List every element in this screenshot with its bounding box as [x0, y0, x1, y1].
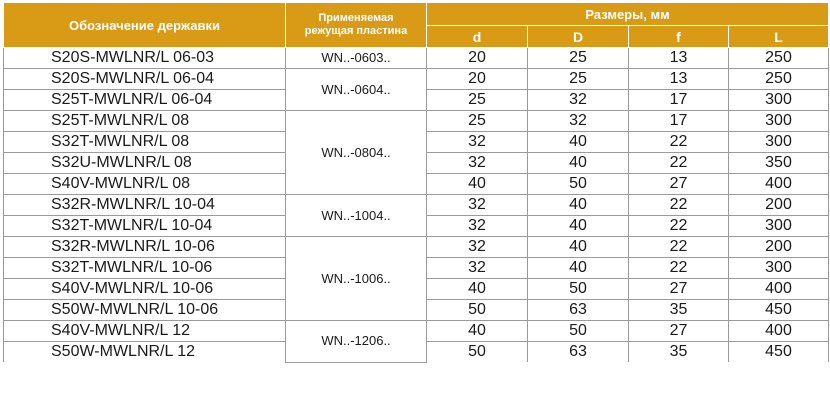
insert-cell: WN..-1206..: [286, 321, 427, 363]
dim-L-value: 300: [729, 111, 829, 132]
dim-L-value: 400: [729, 321, 829, 342]
dim-f-value: 22: [629, 153, 729, 174]
insert-cell: WN..-0604..: [286, 69, 427, 111]
dim-D-value: 50: [528, 321, 629, 342]
dim-f-value: 17: [629, 90, 729, 111]
table-row: [4, 195, 829, 216]
dim-d-value: 40: [427, 174, 528, 195]
dim-D-value: 50: [528, 279, 629, 300]
dim-d-value: 20: [427, 48, 528, 69]
dim-L-value: 400: [729, 174, 829, 195]
dim-L-value: 300: [729, 132, 829, 153]
holder-column-header: Обозначение державки: [4, 3, 286, 48]
holder-designation: S25T-MWLNR/L 06-04: [4, 90, 286, 111]
holder-dimensions-table: [3, 2, 829, 363]
table-row: [4, 321, 829, 342]
holder-designation: S20S-MWLNR/L 06-04: [4, 69, 286, 90]
dim-L-value: 200: [729, 195, 829, 216]
dim-D-value: 63: [528, 300, 629, 321]
dim-D-value: 40: [528, 153, 629, 174]
holder-designation: S50W-MWLNR/L 10-06: [4, 300, 286, 321]
dim-f-value: 13: [629, 48, 729, 69]
dim-d-value: 32: [427, 258, 528, 279]
dim-L-value: 450: [729, 300, 829, 321]
dim-d-value: 32: [427, 153, 528, 174]
dim-D-value: 40: [528, 216, 629, 237]
dim-f-value: 13: [629, 69, 729, 90]
dim-f-value: 22: [629, 195, 729, 216]
dim-D-value: 32: [528, 111, 629, 132]
dim-f-value: 22: [629, 132, 729, 153]
dim-D-header: D: [528, 26, 629, 48]
dim-f-value: 22: [629, 216, 729, 237]
dim-D-value: 32: [528, 90, 629, 111]
insert-column-header: [286, 3, 427, 48]
dim-f-value: 22: [629, 258, 729, 279]
dim-D-value: 50: [528, 174, 629, 195]
dim-d-value: 20: [427, 69, 528, 90]
insert-header-line1: Применяемая: [318, 12, 394, 24]
dimensions-group-header: Размеры, мм: [427, 3, 829, 26]
dim-d-value: 25: [427, 90, 528, 111]
dim-D-value: 25: [528, 69, 629, 90]
dim-f-value: 27: [629, 321, 729, 342]
dim-d-value: 40: [427, 321, 528, 342]
holder-designation: S40V-MWLNR/L 10-06: [4, 279, 286, 300]
dim-d-value: 32: [427, 237, 528, 258]
holder-designation: S25T-MWLNR/L 08: [4, 111, 286, 132]
dim-L-value: 200: [729, 237, 829, 258]
dim-L-value: 300: [729, 90, 829, 111]
table-row: [4, 111, 829, 132]
holder-designation: S32T-MWLNR/L 08: [4, 132, 286, 153]
holder-designation: S40V-MWLNR/L 08: [4, 174, 286, 195]
dim-D-value: 40: [528, 237, 629, 258]
dim-D-value: 63: [528, 342, 629, 363]
dim-f-value: 35: [629, 300, 729, 321]
holder-designation: S40V-MWLNR/L 12: [4, 321, 286, 342]
insert-header-line2: режущая пластина: [304, 25, 408, 37]
dim-d-value: 32: [427, 195, 528, 216]
dim-d-header: d: [427, 26, 528, 48]
holder-designation: S32T-MWLNR/L 10-06: [4, 258, 286, 279]
holder-designation: S20S-MWLNR/L 06-03: [4, 48, 286, 69]
dim-L-value: 250: [729, 48, 829, 69]
dim-d-value: 50: [427, 300, 528, 321]
dim-f-value: 17: [629, 111, 729, 132]
dim-f-value: 27: [629, 279, 729, 300]
dim-d-value: 32: [427, 132, 528, 153]
holder-designation: S32U-MWLNR/L 08: [4, 153, 286, 174]
dim-L-value: 350: [729, 153, 829, 174]
insert-cell: WN..-1004..: [286, 195, 427, 237]
dim-D-value: 25: [528, 48, 629, 69]
dim-D-value: 40: [528, 258, 629, 279]
holder-designation: S32T-MWLNR/L 10-04: [4, 216, 286, 237]
dim-D-value: 40: [528, 195, 629, 216]
dim-f-header: f: [629, 26, 729, 48]
dim-L-value: 300: [729, 216, 829, 237]
table-row: [4, 69, 829, 90]
insert-cell: WN..-0804..: [286, 111, 427, 195]
dim-d-value: 50: [427, 342, 528, 363]
dim-f-value: 35: [629, 342, 729, 363]
insert-cell: WN..-0603..: [286, 48, 427, 69]
dim-L-value: 400: [729, 279, 829, 300]
dim-L-value: 300: [729, 258, 829, 279]
holder-designation: S32R-MWLNR/L 10-04: [4, 195, 286, 216]
dim-d-value: 25: [427, 111, 528, 132]
dim-L-header: L: [729, 26, 829, 48]
dim-f-value: 22: [629, 237, 729, 258]
holder-designation: S50W-MWLNR/L 12: [4, 342, 286, 363]
table-row: [4, 237, 829, 258]
dim-d-value: 32: [427, 216, 528, 237]
insert-cell: WN..-1006..: [286, 237, 427, 321]
holder-designation: S32R-MWLNR/L 10-06: [4, 237, 286, 258]
dim-d-value: 40: [427, 279, 528, 300]
dim-L-value: 450: [729, 342, 829, 363]
dim-L-value: 250: [729, 69, 829, 90]
dim-D-value: 40: [528, 132, 629, 153]
table-row: [4, 48, 829, 69]
dim-f-value: 27: [629, 174, 729, 195]
